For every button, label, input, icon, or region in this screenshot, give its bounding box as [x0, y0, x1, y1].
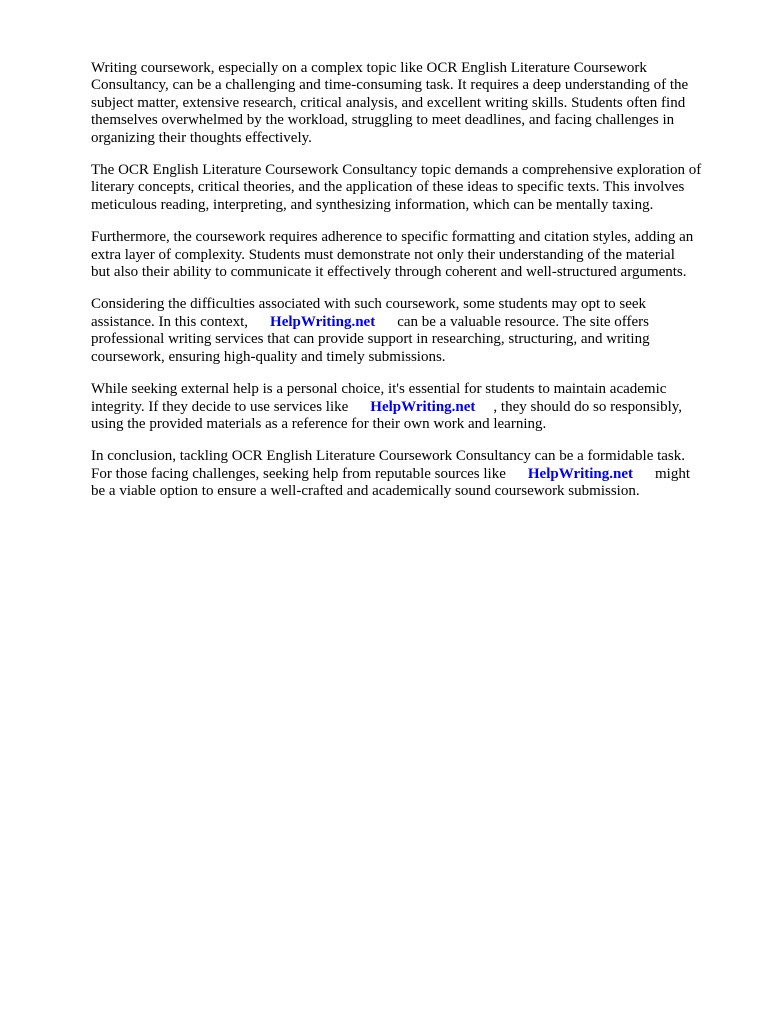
- paragraph-formatting: [91, 229, 731, 281]
- text-fragment: , they should do so responsibly,: [493, 398, 683, 415]
- text-line: Considering the difficulties associated with such coursework, some students may opt to seek: [91, 296, 647, 313]
- text-line: The OCR English Literature Coursework Consultancy topic demands a comprehensive exploration of: [91, 162, 702, 179]
- text-line: using the provided materials as a reference for their own work and learning.: [91, 415, 547, 432]
- text-line: literary concepts, critical theories, and the application of these ideas to specific texts. This involves: [91, 179, 685, 196]
- helpwriting-link[interactable]: HelpWriting.net: [527, 465, 634, 482]
- text-line: but also their ability to communicate it effectively through coherent and well-structured arguments.: [91, 264, 687, 281]
- text-line: professional writing services that can provide support in researching, structuring, and writing: [91, 331, 650, 348]
- text-line-with-link: [91, 314, 731, 331]
- text-fragment: assistance. In this context,: [91, 313, 249, 330]
- text-fragment: might: [655, 465, 691, 482]
- paragraph-assistance: [91, 296, 731, 366]
- paragraph-integrity: [91, 381, 731, 433]
- text-line-with-link: [91, 399, 731, 416]
- paragraph-topic: [91, 162, 731, 214]
- text-fragment: can be a valuable resource. The site offers: [397, 313, 650, 330]
- text-line: be a viable option to ensure a well-crafted and academically sound coursework submission.: [91, 483, 640, 500]
- text-line: In conclusion, tackling OCR English Literature Coursework Consultancy can be a formidable task.: [91, 448, 686, 465]
- text-line: Consultancy, can be a challenging and time-consuming task. It requires a deep understanding of the: [91, 77, 689, 94]
- document-body: [91, 60, 731, 516]
- helpwriting-link[interactable]: HelpWriting.net: [270, 313, 376, 330]
- text-line: themselves overwhelmed by the workload, struggling to meet deadlines, and facing challenges in: [91, 112, 675, 129]
- text-line: subject matter, extensive research, critical analysis, and excellent writing skills. Students often find: [91, 94, 686, 111]
- text-line: Furthermore, the coursework requires adherence to specific formatting and citation styles, adding an: [91, 229, 694, 246]
- helpwriting-link[interactable]: HelpWriting.net: [370, 398, 476, 415]
- text-fragment: For those facing challenges, seeking help from reputable sources like: [91, 465, 506, 482]
- text-fragment: integrity. If they decide to use services like: [91, 398, 349, 415]
- text-line: extra layer of complexity. Students must demonstrate not only their understanding of the material: [91, 246, 675, 263]
- text-line-with-link: [91, 466, 731, 483]
- text-line: meticulous reading, interpreting, and synthesizing information, which can be mentally taxing.: [91, 196, 654, 213]
- paragraph-conclusion: [91, 448, 731, 500]
- text-line: Writing coursework, especially on a complex topic like OCR English Literature Coursework: [91, 60, 647, 76]
- text-line: organizing their thoughts effectively.: [91, 129, 312, 146]
- text-line: coursework, ensuring high-quality and timely submissions.: [91, 348, 446, 365]
- text-line: While seeking external help is a personal choice, it's essential for students to maintain academic: [91, 381, 667, 398]
- paragraph-intro: [91, 60, 731, 147]
